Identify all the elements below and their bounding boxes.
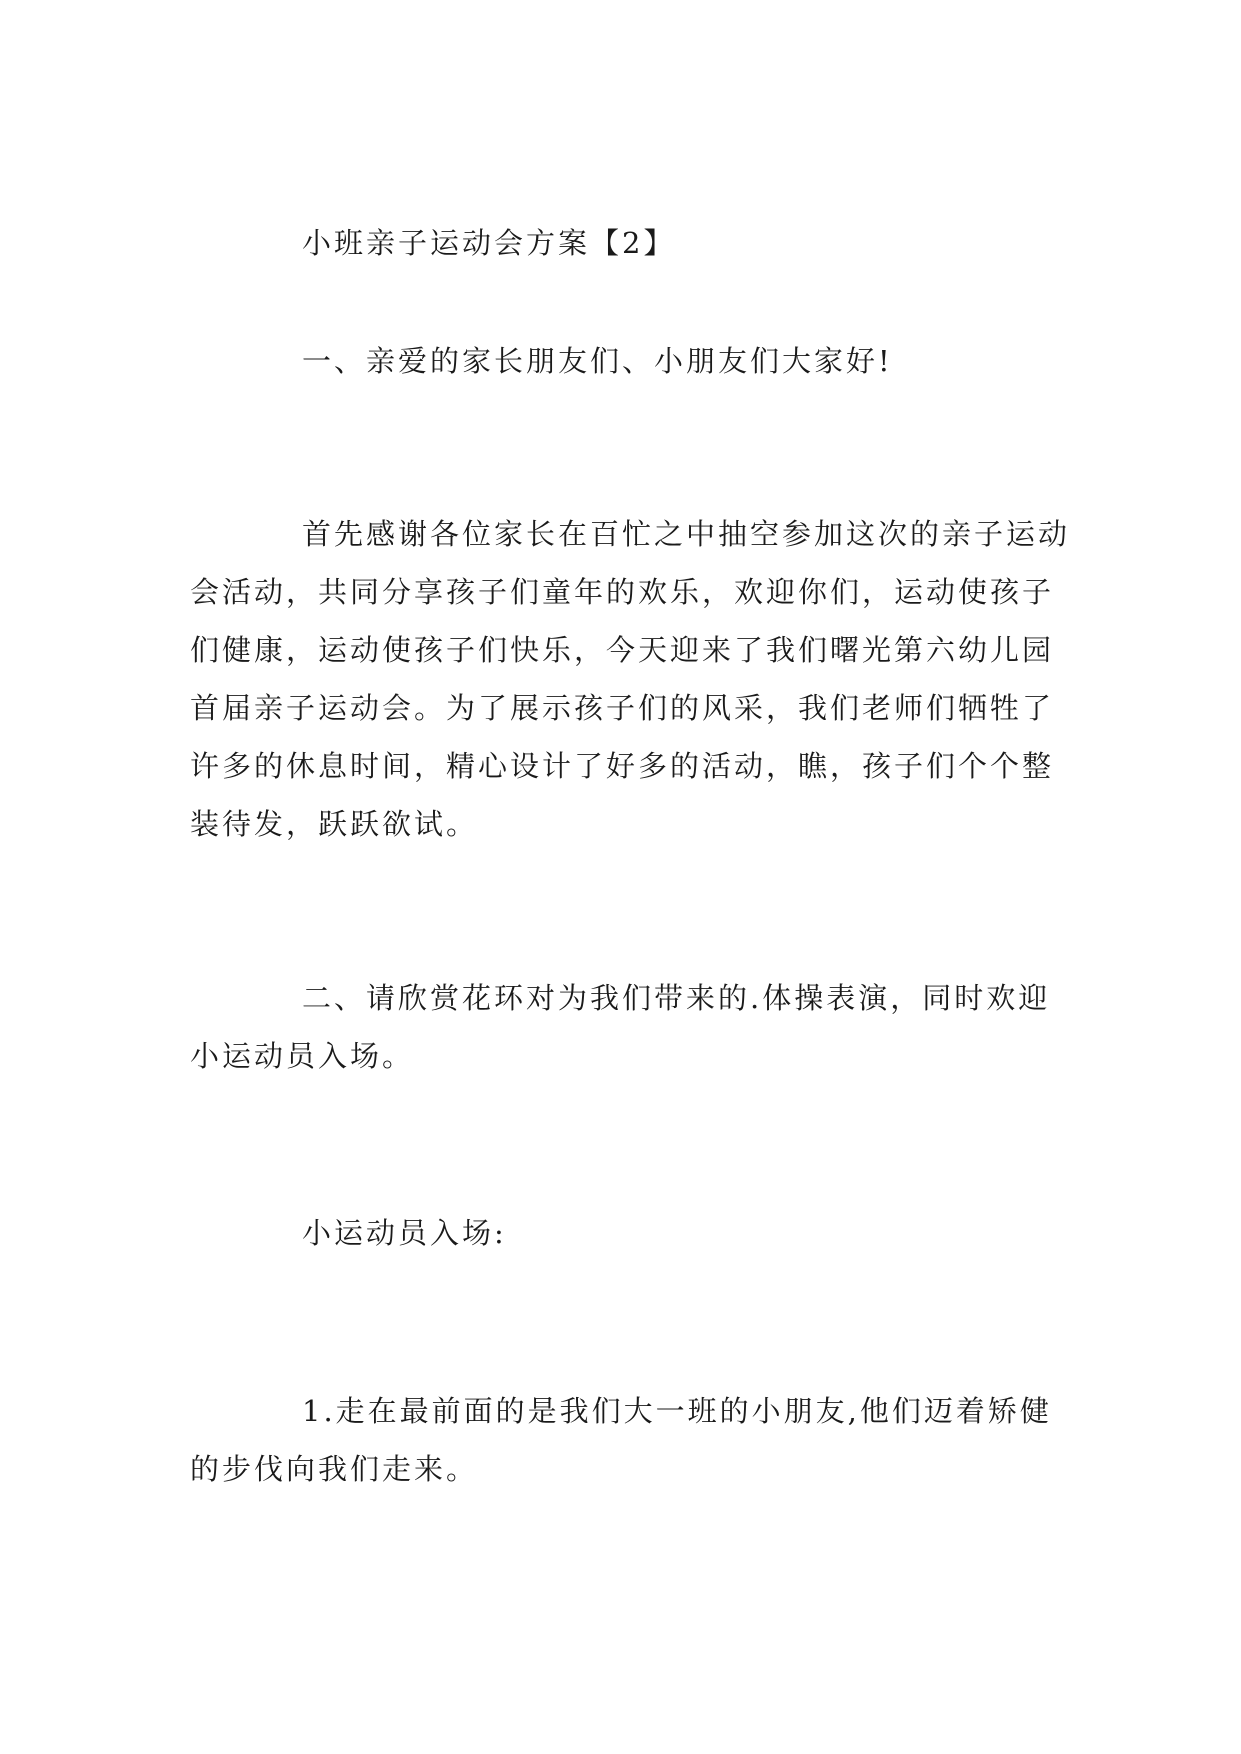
paragraph-greeting: 一、亲爱的家长朋友们、小朋友们大家好! (302, 344, 893, 378)
document-title: 小班亲子运动会方案【2】 (302, 226, 676, 260)
paragraph-athletes-entry: 小运动员入场: (302, 1216, 507, 1250)
paragraph-performance: 二、请欣赏花环对为我们带来的.体操表演，同时欢迎小运动员入场。 (190, 981, 1051, 1073)
paragraph-class-one: 1.走在最前面的是我们大一班的小朋友,他们迈着矫健的步伐向我们走来。 (190, 1394, 1052, 1486)
paragraph-thanks: 首先感谢各位家长在百忙之中抽空参加这次的亲子运动会活动，共同分享孩子们童年的欢乐，欢迎你们，运动使孩子们健康，运动使孩子们快乐，今天迎来了我们曙光第六幼儿园首届亲子运动会。为了展示孩子们的风采，我们老师们牺牲了许多的休息时间，精心设计了好多的活动，瞧，孩子们个个整装待发，跃跃欲试。 (190, 517, 1071, 841)
